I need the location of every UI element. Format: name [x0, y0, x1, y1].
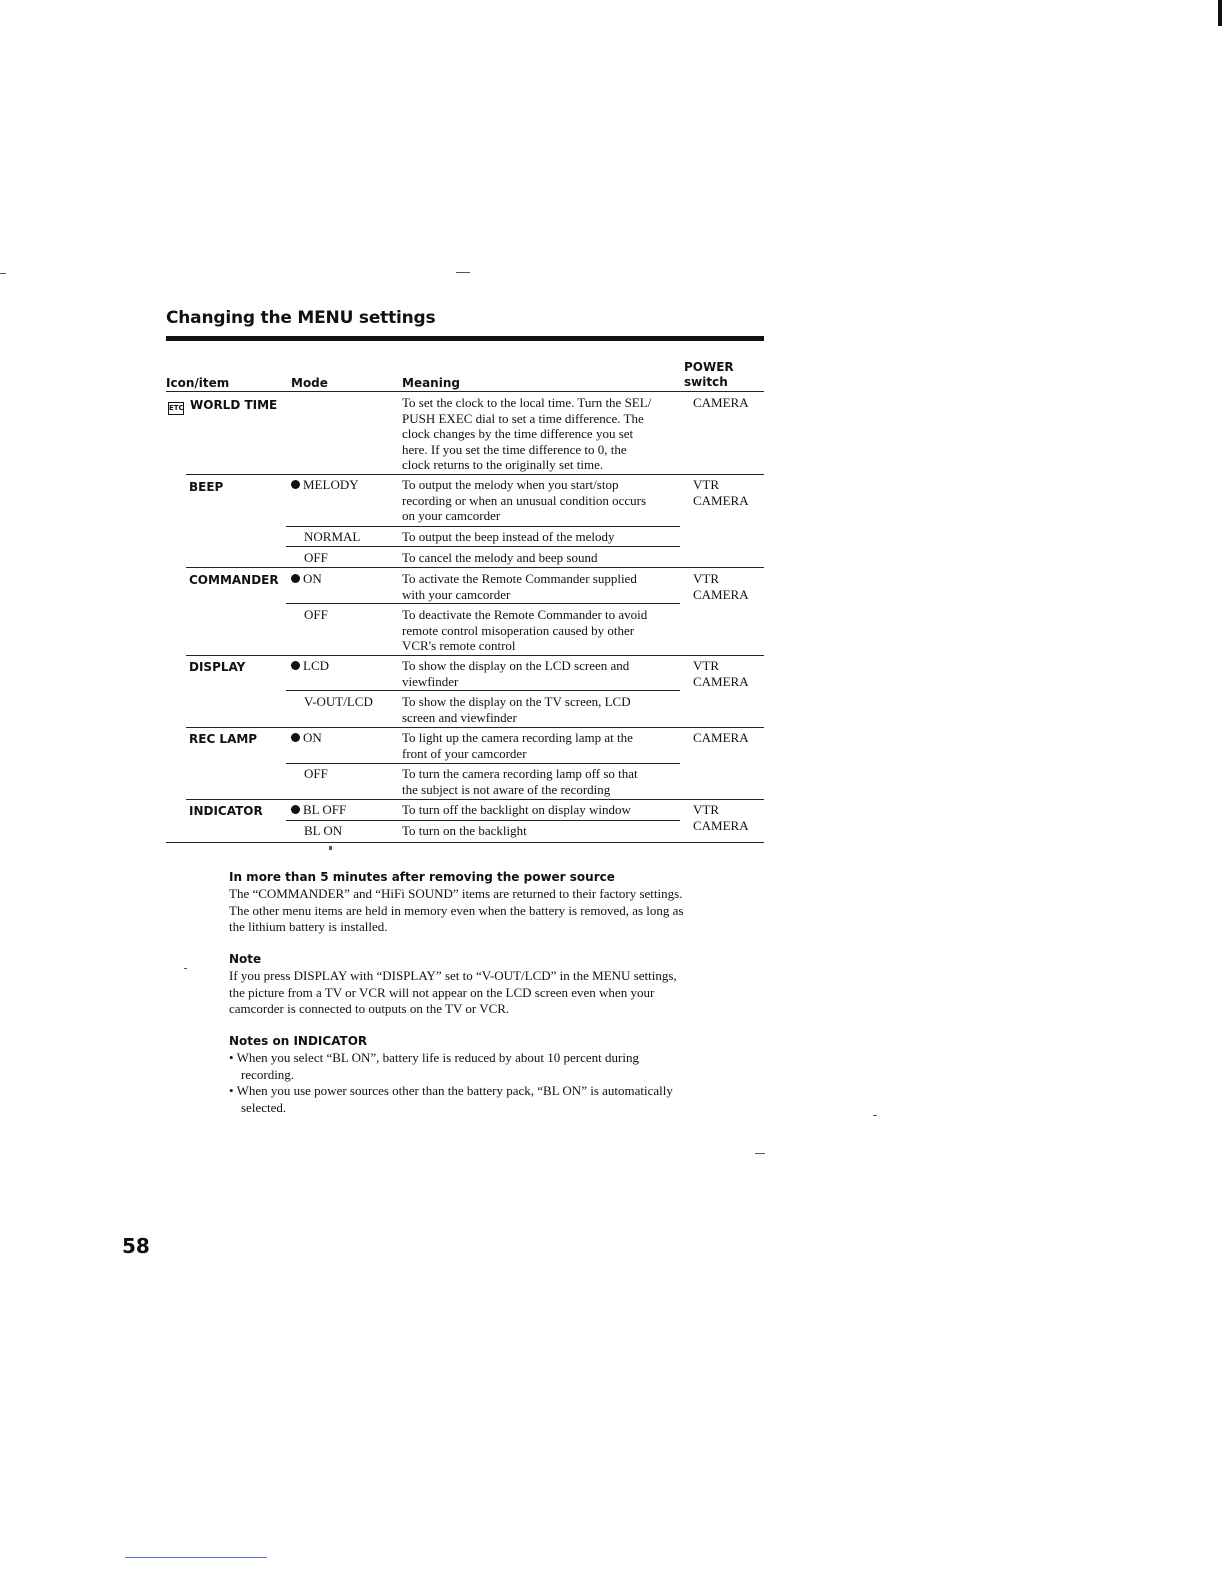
mode-label: LCD — [303, 658, 329, 673]
mode-label: ON — [303, 730, 322, 745]
power-value: VTR — [693, 477, 719, 492]
rec-lamp-power — [693, 730, 749, 746]
item-commander: COMMANDER — [189, 573, 279, 587]
mode-melody — [291, 477, 359, 493]
display-lcd-meaning — [402, 658, 629, 689]
meaning-line: on your camcorder — [402, 508, 501, 523]
default-dot — [291, 574, 300, 583]
bullet-line: • When you select “BL ON”, battery life is reduced by about 10 percent during — [229, 1050, 639, 1065]
heading-rule — [166, 336, 764, 341]
indicator-power — [693, 802, 749, 833]
mode-label: BL OFF — [303, 802, 347, 817]
power-value: CAMERA — [693, 492, 749, 508]
power-value: CAMERA — [693, 673, 749, 689]
display-vout-meaning — [402, 694, 631, 725]
meaning-line: To show the display on the LCD screen and — [402, 658, 630, 673]
item-rec-lamp: REC LAMP — [189, 732, 258, 746]
item-indicator: INDICATOR — [189, 804, 263, 818]
row-rule — [186, 655, 764, 656]
mode-rule — [286, 546, 680, 547]
scan-speck — [0, 273, 6, 274]
meaning-line: remote control misoperation caused by other — [402, 622, 635, 638]
bullet-line: recording. — [241, 1066, 295, 1082]
mode-rule — [286, 763, 680, 764]
mode-normal: NORMAL — [304, 529, 361, 544]
display-power — [693, 658, 749, 689]
meaning-line: To activate the Remote Commander supplied — [402, 571, 637, 586]
beep-off-meaning: To cancel the melody and beep sound — [402, 550, 598, 565]
bullet-line: selected. — [241, 1099, 287, 1115]
commander-on-meaning — [402, 571, 637, 602]
meaning-line: To set the clock to the local time. Turn the SEL/ — [402, 395, 652, 410]
etc-icon: ETC — [168, 402, 184, 415]
header-power-line1: POWER — [684, 360, 734, 374]
mode-v-out-lcd: V-OUT/LCD — [304, 694, 373, 709]
commander-off-meaning — [402, 607, 647, 654]
meaning-line: clock returns to the originally set time. — [402, 457, 604, 472]
indicator-notes-list — [229, 1050, 769, 1116]
meaning-line: To show the display on the TV screen, LCD — [402, 694, 631, 709]
meaning-line: To output the melody when you start/stop — [402, 477, 619, 492]
meaning-line: the subject is not aware of the recording — [402, 781, 611, 797]
bullet-item — [229, 1050, 769, 1083]
footer-line — [125, 1557, 267, 1558]
meaning-line: here. If you set the time difference to 0, the — [402, 441, 627, 457]
mode-rule — [286, 820, 680, 821]
scan-speck — [329, 846, 332, 850]
meaning-line: To turn the camera recording lamp off so that — [402, 766, 638, 781]
meaning-line: To deactivate the Remote Commander to avoid — [402, 607, 648, 622]
meaning-line: PUSH EXEC dial to set a time difference. The — [402, 410, 644, 426]
table-bottom-rule — [166, 842, 764, 843]
paragraph-line: If you press DISPLAY with “DISPLAY” set to “V-OUT/LCD” in the MENU settings, — [229, 968, 677, 983]
default-dot — [291, 661, 300, 670]
mode-rule — [286, 603, 680, 604]
header-rule — [166, 391, 764, 392]
default-dot — [291, 480, 300, 489]
bullet-line: • When you use power sources other than the battery pack, “BL ON” is automatically — [229, 1083, 673, 1098]
world-time-meaning — [402, 395, 651, 473]
mode-on — [291, 730, 322, 746]
item-world-time-label: WORLD TIME — [190, 398, 278, 412]
note-title: Note — [229, 952, 262, 966]
mode-lcd — [291, 658, 329, 674]
default-dot — [291, 805, 300, 814]
paragraph-line: the lithium battery is installed. — [229, 919, 388, 934]
meaning-line: viewfinder — [402, 673, 459, 689]
power-value: VTR — [693, 571, 719, 586]
indicator-bl-on-meaning: To turn on the backlight — [402, 823, 527, 838]
note-text — [229, 968, 769, 1018]
paragraph-line: the picture from a TV or VCR will not appear on the LCD screen even when your — [229, 984, 655, 1000]
scan-speck — [184, 968, 187, 969]
row-rule — [186, 567, 764, 568]
rec-lamp-on-meaning — [402, 730, 633, 761]
beep-melody-meaning — [402, 477, 646, 524]
indicator-notes-title: Notes on INDICATOR — [229, 1034, 368, 1048]
mode-bl-off — [291, 802, 346, 818]
mode-rule — [286, 526, 680, 527]
beep-power — [693, 477, 749, 508]
item-beep: BEEP — [189, 480, 224, 494]
power-value: VTR — [693, 802, 719, 817]
paragraph-line: camcorder is connected to outputs on the TV or VCR. — [229, 1001, 510, 1016]
meaning-line: front of your camcorder — [402, 745, 527, 761]
indicator-bl-off-meaning: To turn off the backlight on display window — [402, 802, 631, 817]
mode-off: OFF — [304, 766, 328, 781]
beep-normal-meaning: To output the beep instead of the melody — [402, 529, 615, 544]
header-meaning: Meaning — [402, 376, 460, 390]
header-power-line2: switch — [684, 375, 728, 389]
power-value: CAMERA — [693, 586, 749, 602]
mode-off: OFF — [304, 550, 328, 565]
paragraph-line: The “COMMANDER” and “HiFi SOUND” items are returned to their factory settings. — [229, 886, 683, 901]
meaning-line: clock changes by the time difference you set — [402, 426, 634, 441]
power-source-title: In more than 5 minutes after removing the power source — [229, 870, 615, 884]
header-mode: Mode — [291, 376, 328, 390]
world-time-power — [693, 395, 749, 411]
meaning-line: To light up the camera recording lamp at the — [402, 730, 633, 745]
power-value: VTR — [693, 658, 719, 673]
header-icon-item: Icon/item — [166, 376, 230, 390]
commander-power — [693, 571, 749, 602]
meaning-line: with your camcorder — [402, 586, 511, 602]
power-source-text — [229, 886, 769, 936]
item-world-time — [168, 398, 277, 415]
meaning-line: screen and viewfinder — [402, 709, 517, 725]
rec-lamp-off-meaning — [402, 766, 638, 797]
mode-rule — [286, 690, 680, 691]
edge-mark — [1218, 0, 1222, 26]
power-value: CAMERA — [693, 395, 749, 410]
power-value: CAMERA — [693, 817, 749, 833]
power-value: CAMERA — [693, 730, 749, 745]
page-heading: Changing the MENU settings — [166, 308, 436, 328]
row-rule — [186, 799, 764, 800]
meaning-line: recording or when an unusual condition occurs — [402, 492, 647, 508]
page-number: 58 — [122, 1234, 150, 1258]
item-display: DISPLAY — [189, 660, 246, 674]
paragraph-line: The other menu items are held in memory even when the battery is removed, as long as — [229, 902, 684, 918]
meaning-line: VCR's remote control — [402, 638, 516, 653]
row-rule — [186, 474, 764, 475]
bullet-item — [229, 1083, 769, 1116]
mode-on — [291, 571, 322, 587]
mode-bl-on: BL ON — [304, 823, 343, 838]
scan-speck — [873, 1115, 877, 1116]
default-dot — [291, 733, 300, 742]
scan-speck — [456, 272, 470, 273]
row-rule — [186, 727, 764, 728]
mode-off: OFF — [304, 607, 328, 622]
mode-label: MELODY — [303, 477, 359, 492]
scan-speck — [755, 1153, 765, 1154]
mode-label: ON — [303, 571, 322, 586]
